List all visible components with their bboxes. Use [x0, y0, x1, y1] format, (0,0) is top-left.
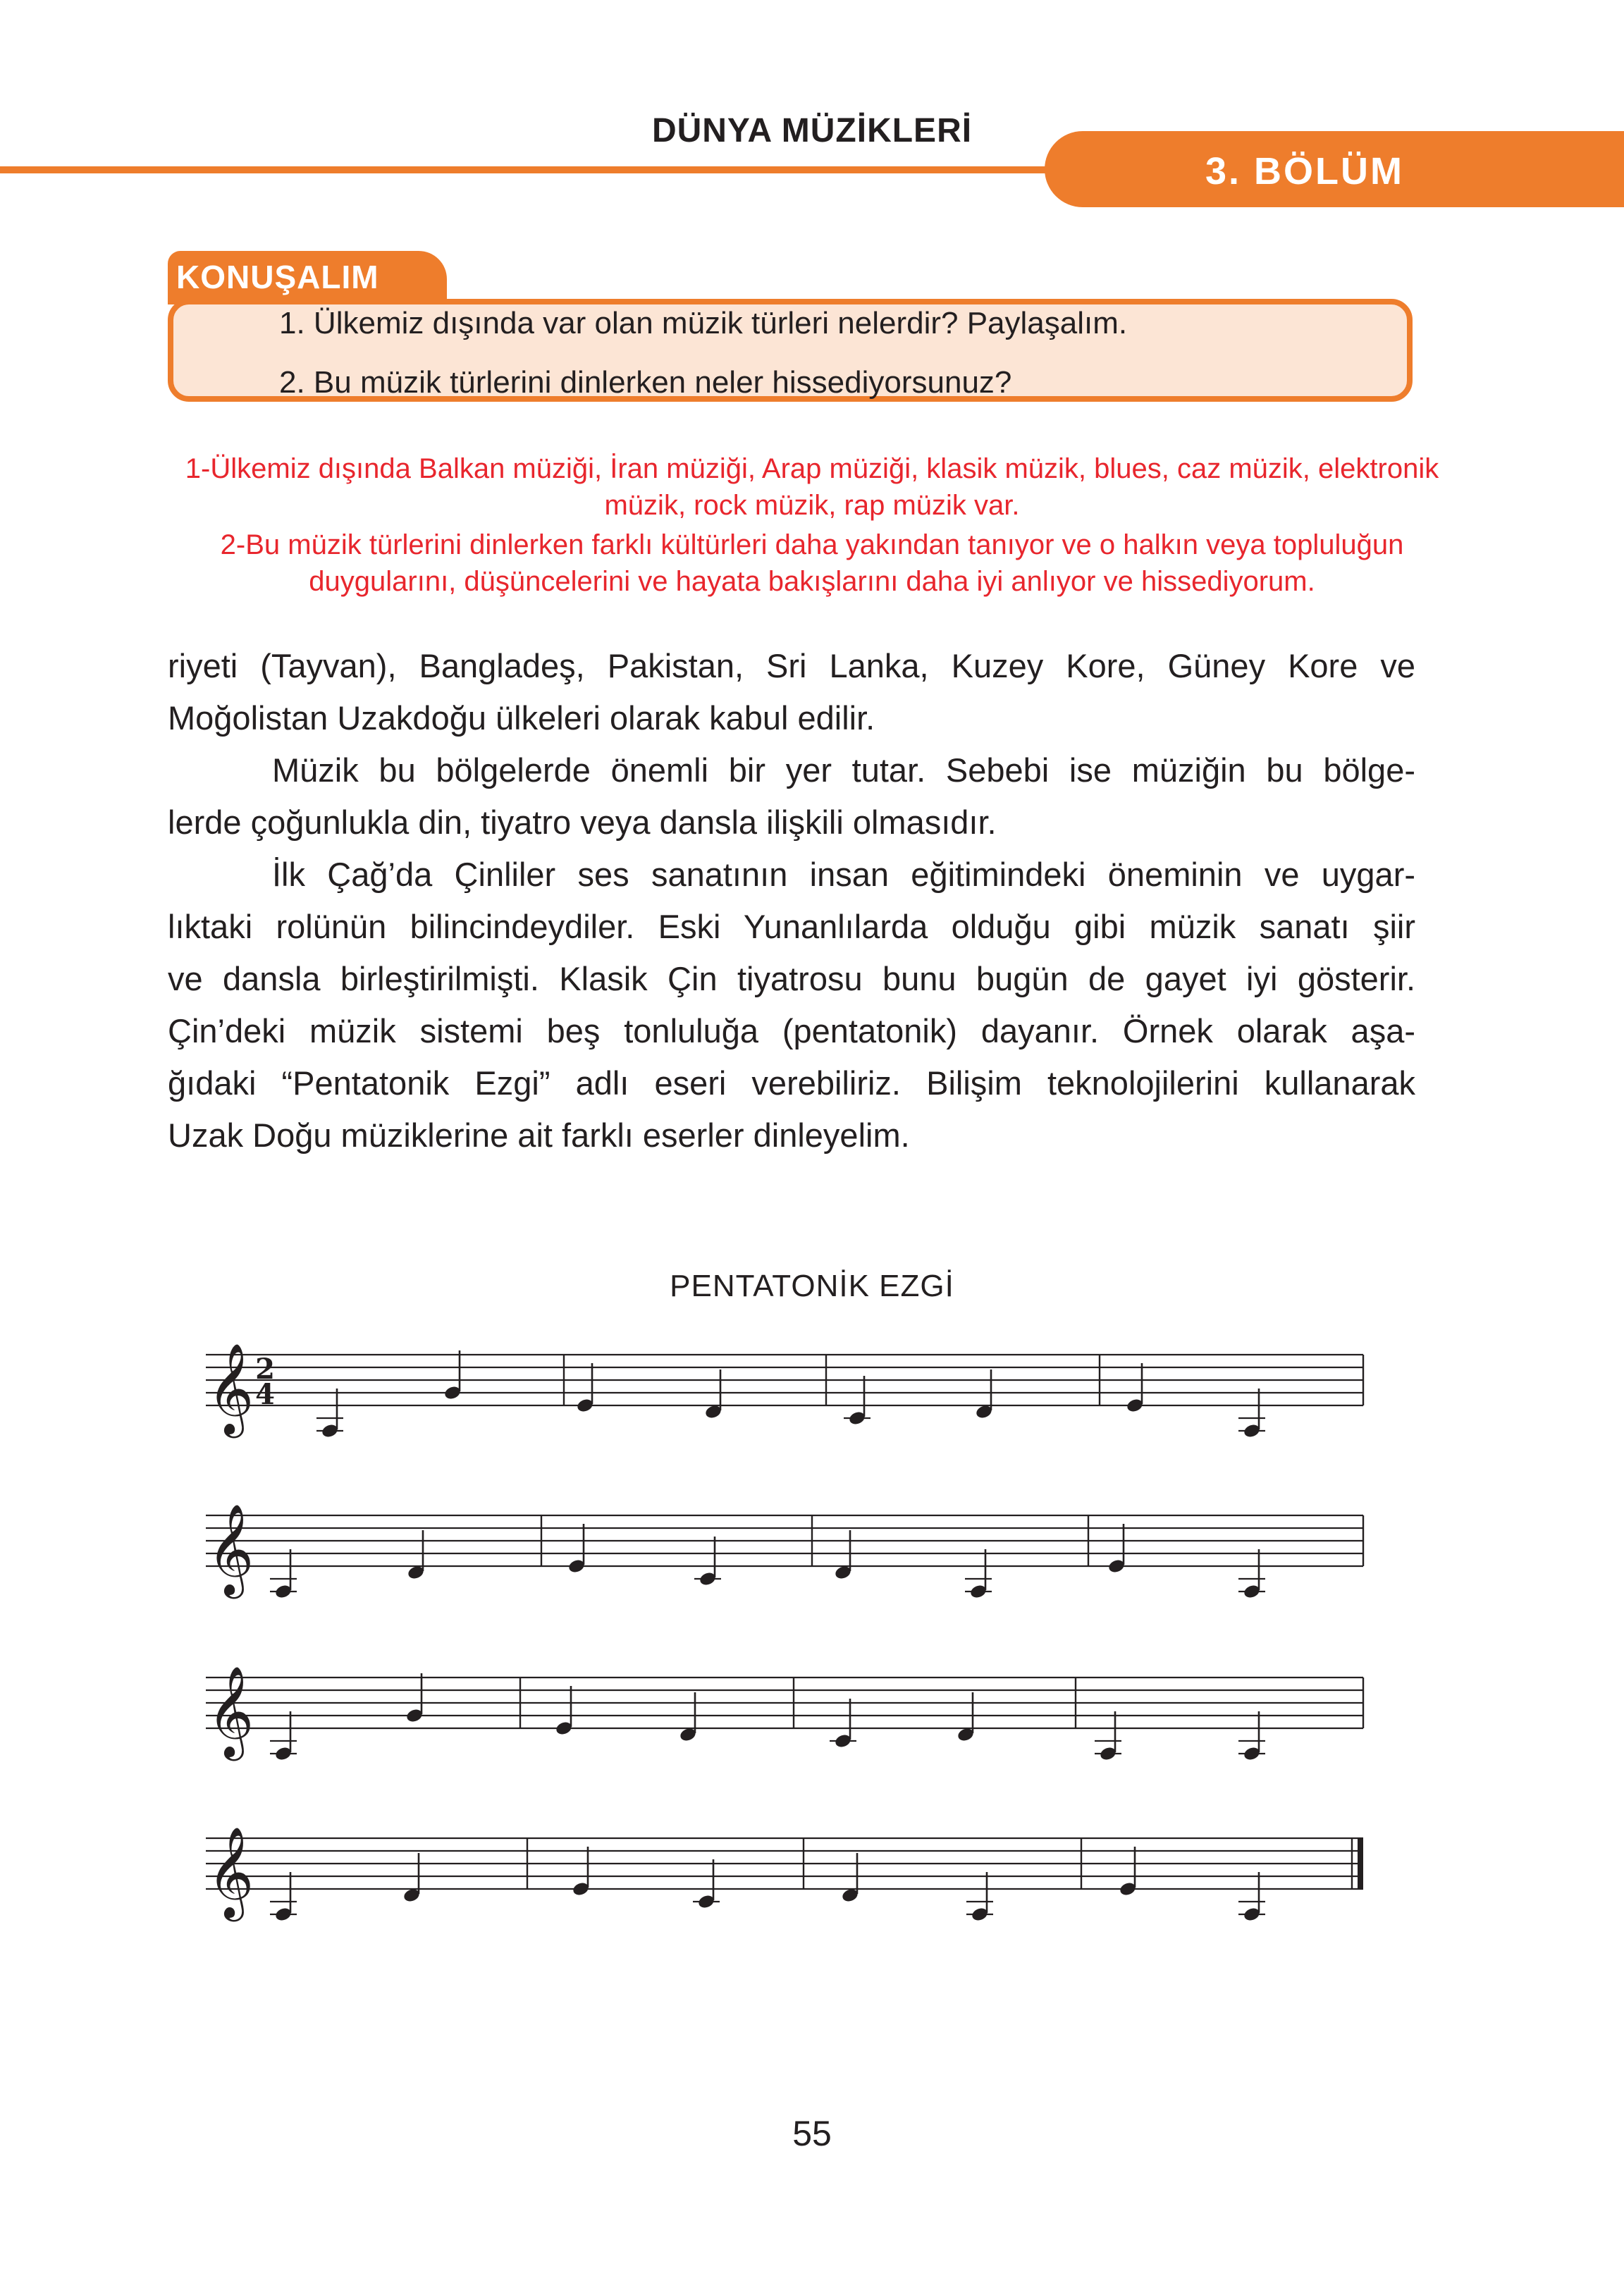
- paragraph-2-line-1: Müzik bu bölgelerde önemli bir yer tutar. Sebebi ise müziğin bu bölge-: [272, 751, 1415, 789]
- discussion-question-1: 1. Ülkemiz dışında var olan müzik türleri nelerdir? Paylaşalım.: [279, 306, 1128, 340]
- discussion-label: KONUŞALIM: [176, 259, 379, 295]
- paragraph-3-line-2: lıktaki rolünün bilincindeydiler. Eski Yunanlılarda olduğu gibi müzik sanatı şiir: [168, 908, 1415, 945]
- treble-clef-icon: 𝄞: [207, 1343, 254, 1434]
- section-label: 3. BÖLÜM: [1205, 150, 1405, 192]
- score-title: PENTATONİK EZGİ: [670, 1269, 954, 1303]
- discussion-question-2: 2. Bu müzik türlerini dinlerken neler hissediyorsunuz?: [279, 365, 1012, 400]
- paragraph-1-line-1: riyeti (Tayvan), Bangladeş, Pakistan, Sri Lanka, Kuzey Kore, Güney Kore ve: [168, 647, 1415, 684]
- paragraph-2-line-2: lerde çoğunlukla din, tiyatro veya dansla ilişkili olmasıdır.: [168, 804, 997, 841]
- paragraph-3-line-1: İlk Çağ’da Çinliler ses sanatının insan eğitimindeki öneminin ve uygar-: [272, 856, 1415, 893]
- paragraph-3-line-4: Çin’deki müzik sistemi beş tonluluğa (pentatonik) dayanır. Örnek olarak aşa-: [168, 1012, 1415, 1049]
- answer-line-4: duygularını, düşüncelerini ve hayata bakışlarını daha iyi anlıyor ve hissediyorum.: [309, 566, 1315, 597]
- answer-line-2: müzik, rock müzik, rap müzik var.: [604, 490, 1020, 521]
- time-signature-bottom: 4: [255, 1378, 275, 1411]
- answer-line-3: 2-Bu müzik türlerini dinlerken farklı kültürleri daha yakından tanıyor ve o halkın veya topluluğun: [220, 529, 1404, 560]
- chapter-title: DÜNYA MÜZİKLERİ: [651, 112, 973, 149]
- answer-line-1: 1-Ülkemiz dışında Balkan müziği, İran müziği, Arap müziği, klasik müzik, blues, caz müzik, elektronik: [185, 453, 1439, 484]
- treble-clef-icon: 𝄞: [207, 1666, 254, 1757]
- paragraph-3-line-6: Uzak Doğu müziklerine ait farklı eserler dinleyelim.: [168, 1116, 910, 1154]
- paragraph-3-line-3: ve dansla birleştirilmişti. Klasik Çin tiyatrosu bunu bugün de gayet iyi gösterir.: [168, 960, 1415, 997]
- page-number: 55: [792, 2114, 832, 2153]
- paragraph-3-line-5: ğıdaki “Pentatonik Ezgi” adlı eseri verebiliriz. Bilişim teknolojilerini kullanarak: [168, 1064, 1415, 1102]
- final-bar-thick: [1358, 1838, 1363, 1889]
- treble-clef-icon: 𝄞: [207, 1826, 254, 1918]
- treble-clef-icon: 𝄞: [207, 1503, 254, 1595]
- time-signature-top: 2: [255, 1353, 275, 1386]
- paragraph-1-line-2: Moğolistan Uzakdoğu ülkeleri olarak kabul edilir.: [168, 699, 875, 737]
